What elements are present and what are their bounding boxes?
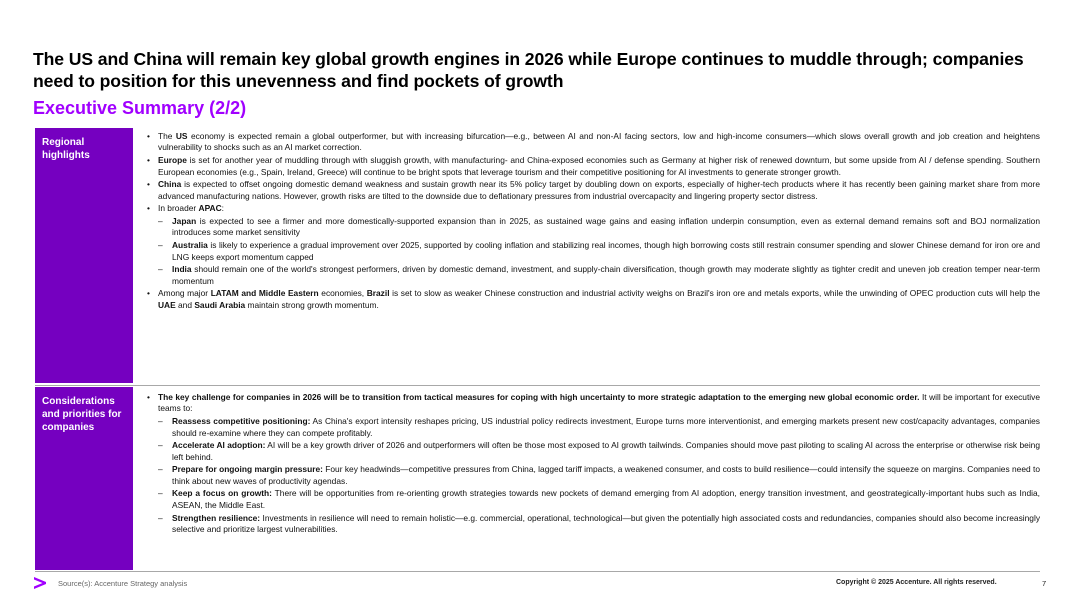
footer-divider — [35, 571, 1040, 572]
footer-source: Source(s): Accenture Strategy analysis — [58, 579, 188, 588]
accenture-chevron-icon — [33, 576, 47, 590]
sub-bullet-resilience: – Strengthen resilience: Investments in resilience will need to remain holistic—e.g. commercial, operational, technological—but given the potentially high associated costs and redundancies, companies should also become increasingly selective and prioritize largest vulnerabilities. — [147, 513, 1040, 536]
bullet-apac: • In broader APAC: — [147, 203, 1040, 214]
sub-bullet-australia: – Australia is likely to experience a gradual improvement over 2025, supported by cooling inflation and stabilizing real incomes, though high borrowing costs still restrain consumer spending and slower Chinese demand for iron ore and LNG keeps export momentum capped — [147, 240, 1040, 263]
regional-highlights-section — [35, 128, 1040, 383]
page-title: The US and China will remain key global growth engines in 2026 while Europe continues to muddle through; companies need to position for this unevenness and find pockets of growth — [33, 49, 1024, 91]
regional-highlights-label: Regional highlights — [35, 128, 133, 383]
sub-bullet-japan: – Japan is expected to see a firmer and more domestically-supported expansion than in 2025, as sustained wage gains and easing inflation underpin consumption, even as external demand remains soft and BOJ normalization introduces some market sensitivity — [147, 216, 1040, 239]
bullet-us: • The US economy is expected remain a global outperformer, but with increasing bifurcation—e.g., between AI and non-AI facing sectors, low and high-income consumers—which slows overall growth and job creation and heightens vulnerability to shocks such as an AI market correction. — [147, 131, 1040, 154]
footer-copyright: Copyright © 2025 Accenture. All rights reserved. — [836, 579, 997, 586]
sub-bullet-competitive: – Reassess competitive positioning: As China's export intensity reshapes pricing, US industrial policy redirects investment, Europe turns more interventionist, and emerging markets present new cost/capacity advantages, companies should re-examine where they can compete profitably. — [147, 416, 1040, 439]
page-number: 7 — [1042, 579, 1047, 588]
considerations-section — [35, 387, 1040, 570]
bullet-latam: • Among major LATAM and Middle Eastern economies, Brazil is set to slow as weaker Chinese construction and industrial activity weighs on Brazil's iron ore and metals exports, while the unwinding of OPEC production cuts will help the UAE and Saudi Arabia maintain strong growth momentum. — [147, 288, 1040, 311]
sub-bullet-ai-adoption: – Accelerate AI adoption: AI will be a key growth driver of 2026 and outperformers will often be those most exposed to AI growth tailwinds. Companies should move past piloting to scaling AI across the enterprise or otherwise risk being left behind. — [147, 440, 1040, 463]
bullet-europe: • Europe is set for another year of muddling through with sluggish growth, with manufacturing- and China-exposed economies such as Germany at higher risk of renewed downturn, but some upside from AI / defense spending. Southern European economies (e.g., Spain, Ireland, Greece) will continue to be bright spots that leverage tourism and their competitive positioning for AI investments to generate stronger growth. — [147, 155, 1040, 178]
page-subtitle: Executive Summary (2/2) — [33, 98, 247, 118]
bullet-china: • China is expected to offset ongoing domestic demand weakness and sustain growth near its 5% policy target by doubling down on exports, especially of higher-tech products where it has recently been gaining market share from more advanced manufacturing nations. However, growth risks are tilted to the downside due to deflationary pressures from industrial overcapacity and lingering property sector distress. — [147, 179, 1040, 202]
considerations-label: Considerations and priorities for companies — [35, 387, 133, 570]
regional-highlights-body — [133, 128, 1040, 383]
sub-bullet-margin-pressure: – Prepare for ongoing margin pressure: Four key headwinds—competitive pressures from China, lagged tariff impacts, a weakened consumer, and costs to build resilience—could intensify the squeeze on margins. Companies need to think about new waves of productivity agendas. — [147, 464, 1040, 487]
considerations-body — [133, 387, 1040, 570]
sub-bullet-growth: – Keep a focus on growth: There will be opportunities from re-orienting growth strategies towards new pockets of demand emerging from AI adoption, energy transition investment, and geostrategically-important hubs such as India, ASEAN, the Middle East. — [147, 488, 1040, 511]
section-divider — [35, 385, 1040, 386]
bullet-key-challenge: • The key challenge for companies in 2026 will be to transition from tactical measures for coping with high uncertainty to more strategic adaptation to the emerging new global economic order. It will be important for executive teams to: — [147, 392, 1040, 415]
sub-bullet-india: – India should remain one of the world's strongest performers, driven by domestic demand, investment, and supply-chain diversification, though growth may moderate slightly as tighter credit and uneven job creation temper near-term momentum — [147, 264, 1040, 287]
